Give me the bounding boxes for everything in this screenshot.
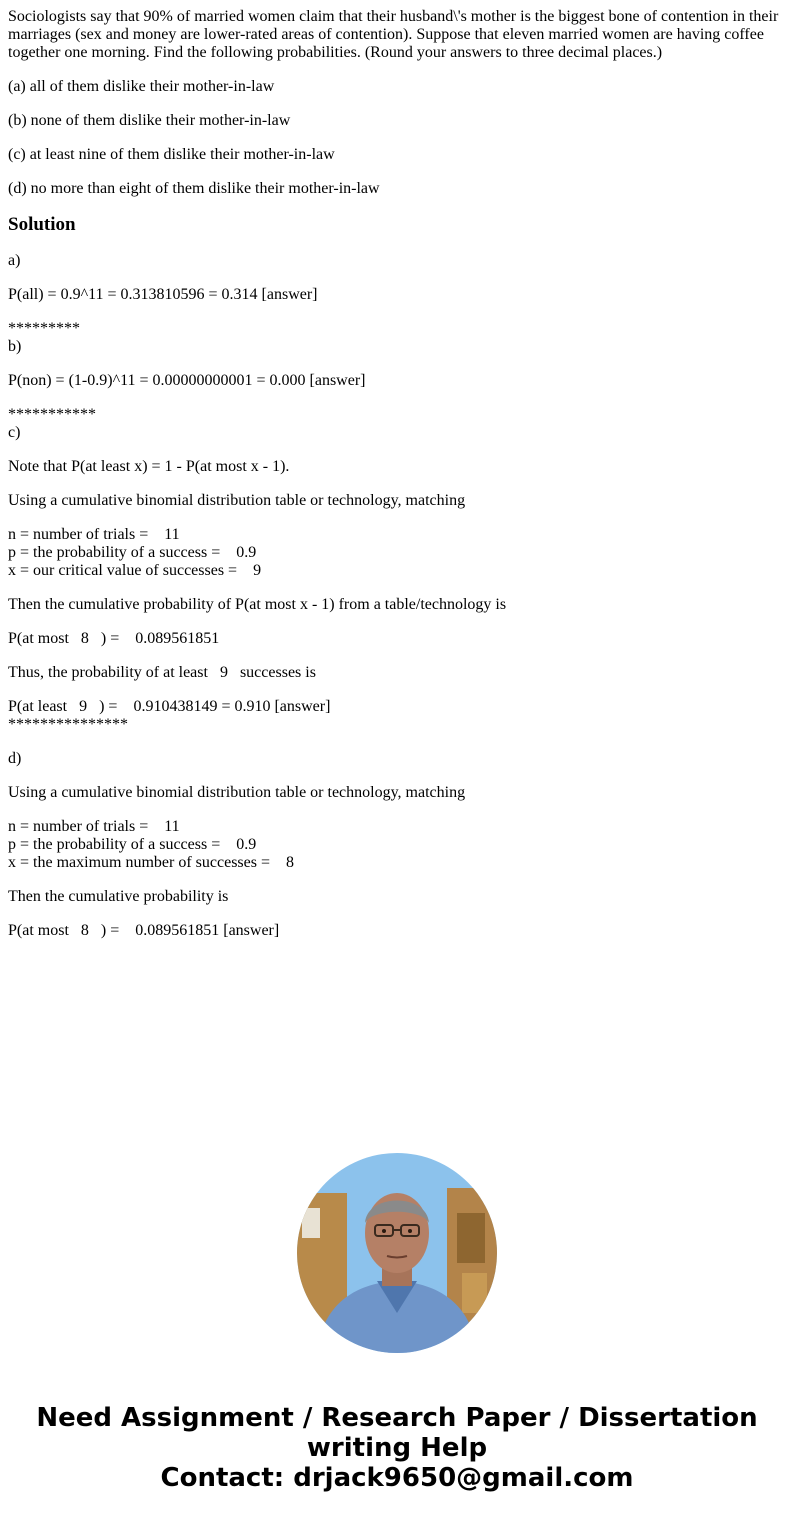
solution-c-answer (8, 698, 786, 734)
solution-b-label: b) (8, 338, 22, 355)
solution-c-thus: Thus, the probability of at least 9 successes is (8, 664, 316, 681)
document (8, 8, 786, 956)
solution-d-using: Using a cumulative binomial distribution table or technology, matching (8, 784, 466, 801)
question-part-a: (a) all of them dislike their mother-in-law (8, 78, 275, 95)
solution-c-at-most: P(at most 8 ) = 0.089561851 (8, 630, 220, 647)
solution-c-then: Then the cumulative probability of P(at most x - 1) from a table/technology is (8, 596, 507, 613)
footer-contact: Contact: drjack9650@gmail.com (160, 1463, 634, 1493)
question-part-c: (c) at least nine of them dislike their mother-in-law (8, 146, 335, 163)
solution-d-params (8, 818, 786, 872)
person-photo-icon (297, 1153, 497, 1353)
solution-b-line: P(non) = (1-0.9)^11 = 0.00000000001 = 0.000 [answer] (8, 372, 366, 389)
solution-c-label: c) (8, 424, 21, 441)
param-n: n = number of trials = 11 (8, 526, 180, 543)
param-n: n = number of trials = 11 (8, 818, 180, 835)
question-part-b: (b) none of them dislike their mother-in-law (8, 112, 291, 129)
footer-line-1: Need Assignment / Research Paper / Dissertation (36, 1403, 758, 1433)
separator (8, 406, 786, 442)
solution-heading: Solution (8, 214, 76, 235)
solution-d-label: d) (8, 750, 22, 767)
solution-a-line: P(all) = 0.9^11 = 0.313810596 = 0.314 [answer] (8, 286, 318, 303)
solution-a-label: a) (8, 252, 21, 269)
separator (8, 320, 786, 356)
question-block (8, 8, 786, 198)
question-part-d: (d) no more than eight of them dislike their mother-in-law (8, 180, 380, 197)
param-x: x = the maximum number of successes = 8 (8, 854, 294, 871)
separator-text: *********** (8, 406, 96, 423)
solution-a (8, 252, 786, 304)
solution-c-note: Note that P(at least x) = 1 - P(at most x - 1). (8, 458, 290, 475)
footer-banner (0, 1403, 794, 1493)
solution-c-using: Using a cumulative binomial distribution table or technology, matching (8, 492, 466, 509)
param-x: x = our critical value of successes = 9 (8, 562, 262, 579)
param-p: p = the probability of a success = 0.9 (8, 544, 257, 561)
separator-text: ********* (8, 320, 80, 337)
separator-text: *************** (8, 716, 128, 733)
solution-d-answer: P(at most 8 ) = 0.089561851 [answer] (8, 922, 280, 939)
solution-c-at-least: P(at least 9 ) = 0.910438149 = 0.910 [answer] (8, 698, 331, 715)
footer-line-2: writing Help (306, 1433, 488, 1463)
solution-c-params (8, 526, 786, 580)
solution-d-then: Then the cumulative probability is (8, 888, 229, 905)
param-p: p = the probability of a success = 0.9 (8, 836, 257, 853)
question-intro: Sociologists say that 90% of married women claim that their husband\'s mother is the biggest bone of contention in their marriages (sex and money are lower-rated areas of contention). Suppose that eleven married women are having coffee together one morning. Find the following probabilities. (Round your answers to three decimal places.) (8, 8, 783, 61)
avatar (297, 1153, 497, 1353)
